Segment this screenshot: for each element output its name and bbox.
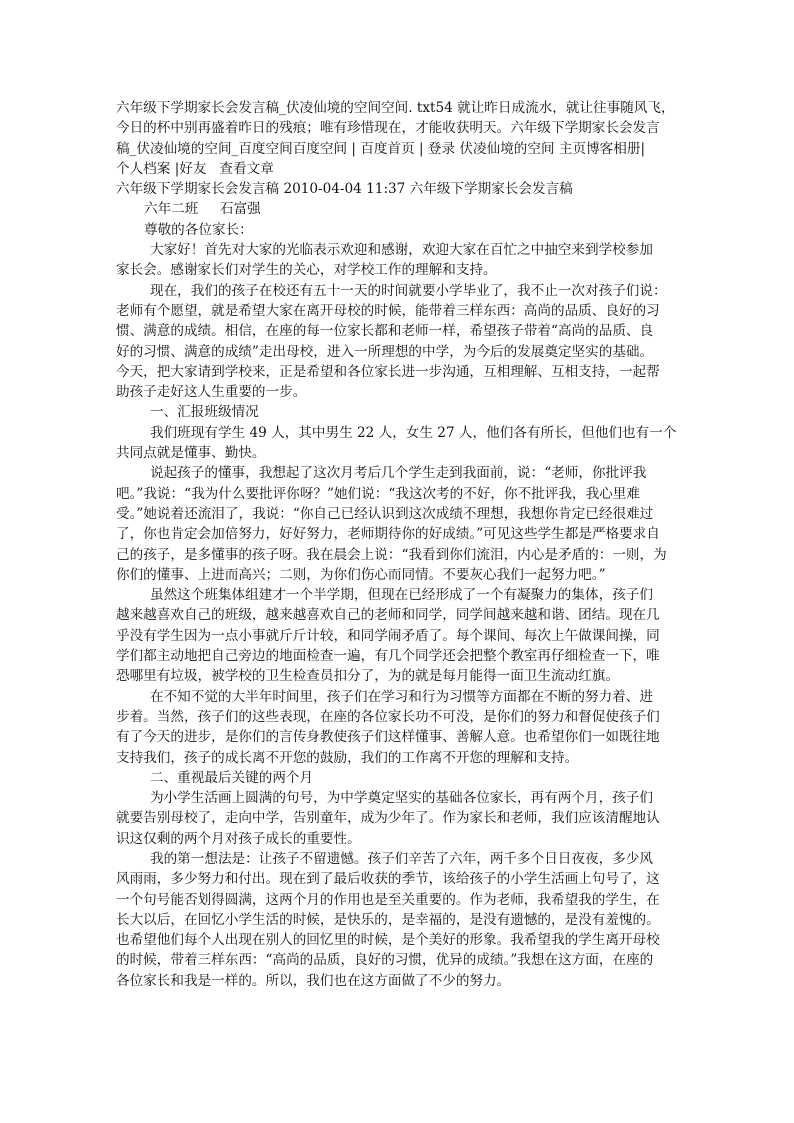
greeting: 尊敬的各位家长：	[144, 221, 253, 238]
paragraph-line: 也希望他们每个人出现在别人的回忆里的时候，是个美好的形象。我希望我的学生离开母校	[116, 932, 660, 949]
paragraph-line: 乎没有学生因为一点小事就斤斤计较，和同学闹矛盾了。每个课间、每次上午做课间操，同	[116, 627, 660, 644]
author-line: 六年二班 石富强	[144, 201, 261, 218]
header-line: 稿_伏凌仙境的空间_百度空间百度空间 | 百度首页 | 登录 伏凌仙境的空间 主页博客相册|	[116, 140, 646, 157]
paragraph	[116, 281, 682, 403]
paragraph-line: 一个句号能否划得圆满，这两个月的作用也是至关重要的。作为老师，我希望我的学生，在	[116, 891, 660, 908]
paragraph-line: 现在，我们的孩子在校还有五十一天的时间就要小学毕业了，我不止一次对孩子们说：	[150, 282, 667, 299]
paragraph-line: 学们都主动地把自己旁边的地面检查一遍，有几个同学还会把整个教室再仔细检查一下，唯	[116, 648, 660, 665]
paragraph-line: 大家好！首先对大家的光临表示欢迎和感谢，欢迎大家在百忙之中抽空来到学校参加	[150, 242, 653, 259]
paragraph-line: 惯、满意的成绩。相信，在座的每一位家长都和老师一样，希望孩子带着“高尚的品质、良	[116, 323, 654, 340]
paragraph	[116, 585, 682, 686]
section-heading-text: 二、重视最后关键的两个月	[150, 769, 314, 786]
header-line: 个人档案 |好友 查看文章	[116, 160, 274, 177]
section-heading	[116, 768, 682, 788]
paragraph-line: 共同点就是懂事、勤快。	[116, 445, 266, 462]
paragraph-line: 在不知不觉的大半年时间里，孩子们在学习和行为习惯等方面都在不断的努力着、进	[150, 688, 653, 705]
paragraph	[116, 240, 682, 281]
paragraph-line: 各位家长和我是一样的。所以，我们也在这方面做了不少的努力。	[116, 972, 511, 989]
section-heading-text: 一、汇报班级情况	[150, 404, 259, 421]
paragraph-line: 助孩子走好这人生重要的一步。	[116, 384, 307, 401]
document-body	[116, 240, 682, 991]
header-line: 六年级下学期家长会发言稿_伏凌仙境的空间空间. txt54 就让昨日成流水，就让往事随风飞，	[116, 100, 675, 116]
paragraph-line: 吧。”我说：“我为什么要批评你呀？”她们说：“我这次考的不好，你不批评我，我心里难	[116, 485, 640, 502]
paragraph-line: 老师有个愿望，就是希望大家在离开母校的时候，能带着三样东西：高尚的品质、良好的习	[116, 302, 660, 319]
paragraph-line: 步着。当然，孩子们的这些表现，在座的各位家长功不可没，是你们的努力和督促使孩子们	[116, 708, 660, 725]
paragraph	[116, 463, 682, 585]
section-heading	[116, 402, 682, 422]
paragraph-line: 恐哪里有垃圾，被学校的卫生检查员扣分了，为的就是每月能得一面卫生流动红旗。	[116, 668, 619, 685]
paragraph-line: 风雨雨，多少努力和付出。现在到了最后收获的季节，该给孩子的小学生活画上句号了，这	[116, 871, 660, 888]
header-line: 今日的杯中别再盛着昨日的残痕；唯有珍惜现在，才能收获明天。六年级下学期家长会发言	[116, 120, 660, 137]
paragraph-line: 就要告别母校了，走向中学，告别童年，成为少年了。作为家长和老师，我们应该清醒地认	[116, 810, 660, 827]
paragraph-line: 我们班现有学生 49 人，其中男生 22 人，女生 27 人，他们各有所长，但他们也有一个	[150, 424, 677, 441]
paragraph-line: 说起孩子的懂事，我想起了这次月考后几个学生走到我面前，说：“老师，你批评我	[150, 465, 647, 482]
paragraph-line: 为小学生活画上圆满的句号，为中学奠定坚实的基础各位家长，再有两个月，孩子们	[150, 790, 653, 807]
paragraph-line: 今天，把大家请到学校来，正是希望和各位家长进一步沟通，互相理解、互相支持，一起帮	[116, 363, 660, 380]
paragraph-line: 己的孩子，是多懂事的孩子呀。我在晨会上说：“我看到你们流泪，内心是矛盾的：一则，为	[116, 546, 667, 563]
paragraph-line: 你们的懂事、上进而高兴；二则，为你们伤心而同情。不要灰心我们一起努力吧。”	[116, 566, 606, 583]
paragraph-line: 了，你也肯定会加倍努力，好好努力，老师期待你的好成绩。”可见这些学生都是严格要求自	[116, 526, 660, 543]
header-line: 六年级下学期家长会发言稿 2010-04-04 11:37 六年级下学期家长会发言稿	[116, 181, 573, 198]
paragraph	[116, 849, 682, 991]
paragraph	[116, 788, 682, 849]
paragraph	[116, 423, 682, 464]
paragraph-line: 的时候，带着三样东西：“高尚的品质，良好的习惯，优异的成绩。”我想在这方面，在座的	[116, 952, 654, 969]
paragraph-line: 我的第一想法是：让孩子不留遗憾。孩子们辛苦了六年，两千多个日日夜夜，多少风	[150, 850, 653, 867]
document-page	[116, 98, 682, 991]
paragraph-line: 受。”她说着还流泪了，我说：“你自己已经认识到这次成绩不理想，我想你肯定已经很难过	[116, 505, 654, 522]
paragraph	[116, 687, 682, 768]
paragraph-line: 好的习惯、满意的成绩”走出母校，进入一所理想的中学，为今后的发展奠定坚实的基础。	[116, 343, 654, 360]
document-header	[116, 98, 682, 199]
paragraph-line: 虽然这个班集体组建才一个半学期，但现在已经形成了一个有凝聚力的集体，孩子们	[150, 587, 653, 604]
paragraph-line: 长大以后，在回忆小学生活的时候，是快乐的，是幸福的，是没有遗憾的，是没有羞愧的。	[116, 911, 660, 928]
paragraph-line: 有了今天的进步，是你们的言传身教使孩子们这样懂事、善解人意。也希望你们一如既往地	[116, 729, 660, 746]
paragraph-line: 支持我们，孩子的成长离不开您的鼓励，我们的工作离不开您的理解和支持。	[116, 749, 579, 766]
paragraph-line: 越来越喜欢自己的班级，越来越喜欢自己的老师和同学，同学间越来越和谐、团结。现在几	[116, 607, 660, 624]
paragraph-line: 家长会。感谢家长们对学生的关心，对学校工作的理解和支持。	[116, 262, 497, 279]
paragraph-line: 识这仅剩的两个月对孩子成长的重要性。	[116, 830, 361, 847]
